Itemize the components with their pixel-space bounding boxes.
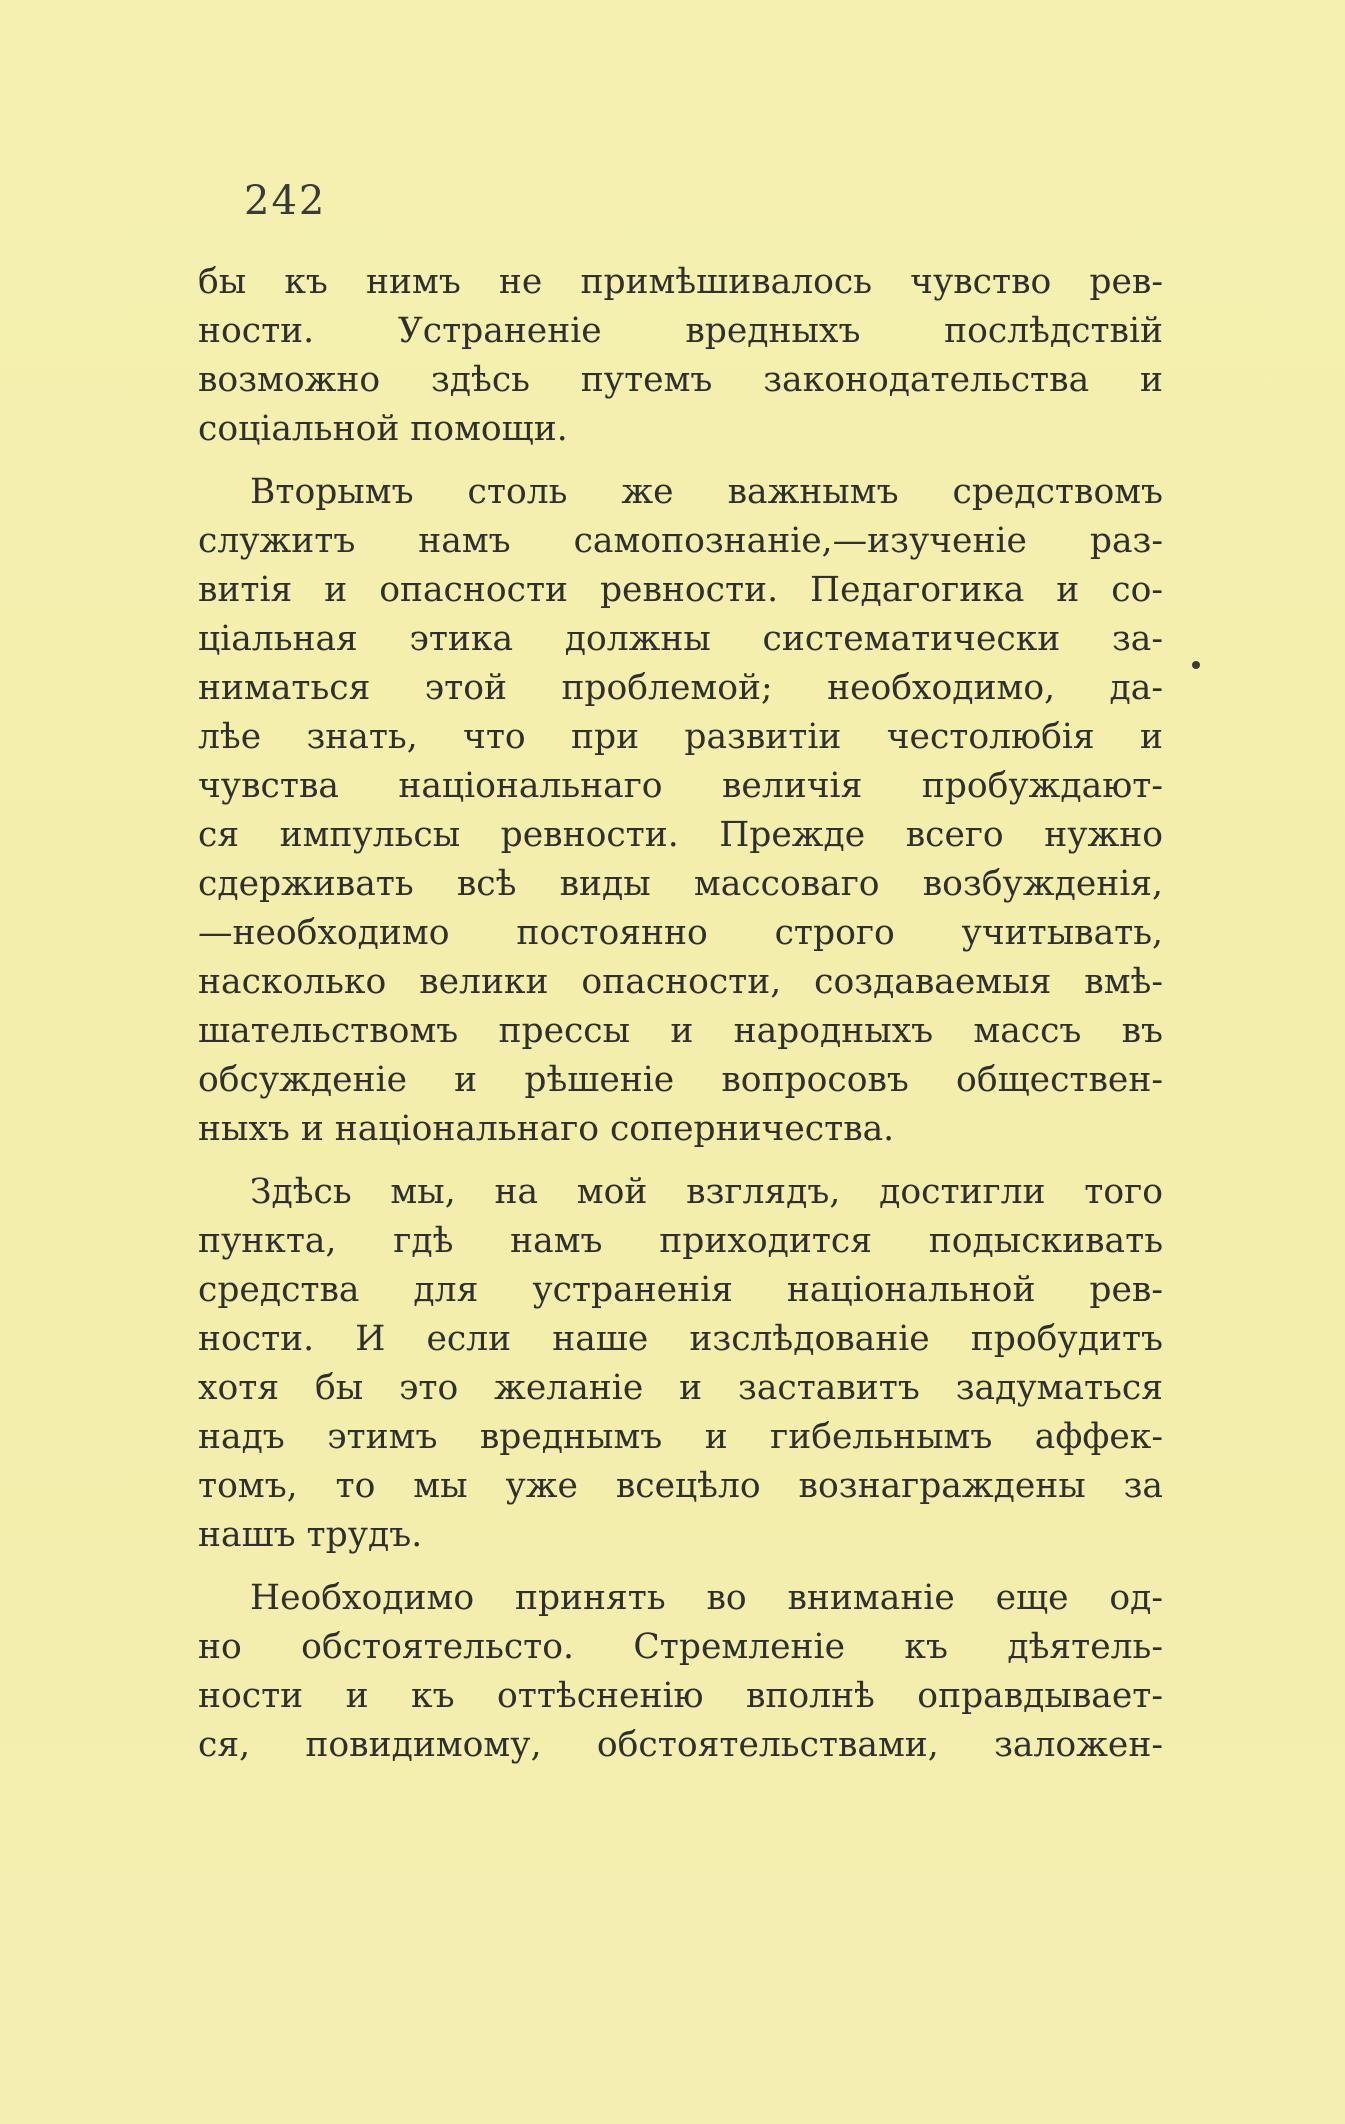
text-line: витія и опасности ревности. Педагогика и со- [198, 570, 1163, 610]
text-line: средства для устраненія національной рев- [198, 1270, 1163, 1310]
text-line: ся, повидимому, обстоятельствами, заложен- [198, 1725, 1163, 1765]
text-line: томъ, то мы уже всецѣло вознаграждены за [198, 1466, 1163, 1506]
body-text [198, 258, 1163, 1770]
text-line: ціальная этика должны систематически за- [198, 619, 1163, 659]
page-number: 242 [244, 178, 327, 224]
text-line: надъ этимъ вреднымъ и гибельнымъ аффек- [198, 1417, 1163, 1457]
text-line: служитъ намъ самопознаніе,—изученіе раз- [198, 521, 1163, 561]
text-line: Вторымъ столь же важнымъ средствомъ [250, 472, 1163, 512]
paragraph-3 [198, 1168, 1163, 1560]
text-line: ности и къ оттѣсненію вполнѣ оправдывает- [198, 1676, 1163, 1716]
text-line: соціальной помощи. [198, 409, 568, 449]
text-line: ности. Устраненіе вредныхъ послѣдствій [198, 311, 1163, 351]
text-line: нашъ трудъ. [198, 1515, 423, 1555]
text-line: Необходимо принять во вниманіе еще од- [250, 1578, 1163, 1618]
text-line: бы къ нимъ не примѣшивалось чувство рев- [198, 262, 1163, 302]
text-line: возможно здѣсь путемъ законодательства и [198, 360, 1163, 400]
text-line: ныхъ и національнаго соперничества. [198, 1109, 895, 1149]
paragraph-1 [198, 258, 1163, 454]
text-line: пункта, гдѣ намъ приходится подыскивать [198, 1221, 1163, 1261]
paragraph-4 [198, 1574, 1163, 1770]
text-line: но обстоятельсто. Стремленіе къ дѣятель- [198, 1627, 1163, 1667]
text-line: сдерживать всѣ виды массоваго возбужденія, [198, 864, 1163, 904]
text-line: лѣе знать, что при развитіи честолюбія и [198, 717, 1163, 757]
text-line: ниматься этой проблемой; необходимо, да- [198, 668, 1163, 708]
text-line: ности. И если наше изслѣдованіе пробудитъ [198, 1319, 1163, 1359]
text-line: обсужденіе и рѣшеніе вопросовъ обществен- [198, 1060, 1163, 1100]
paragraph-2 [198, 468, 1163, 1154]
text-line: ся импульсы ревности. Прежде всего нужно [198, 815, 1163, 855]
text-line: —необходимо постоянно строго учитывать, [198, 913, 1163, 953]
text-line: хотя бы это желаніе и заставитъ задуматься [198, 1368, 1163, 1408]
margin-mark [1192, 661, 1200, 669]
text-line: шательствомъ прессы и народныхъ массъ въ [198, 1011, 1163, 1051]
text-line: чувства національнаго величія пробуждают- [198, 766, 1163, 806]
text-line: Здѣсь мы, на мой взглядъ, достигли того [250, 1172, 1163, 1212]
text-line: насколько велики опасности, создаваемыя вмѣ- [198, 962, 1163, 1002]
